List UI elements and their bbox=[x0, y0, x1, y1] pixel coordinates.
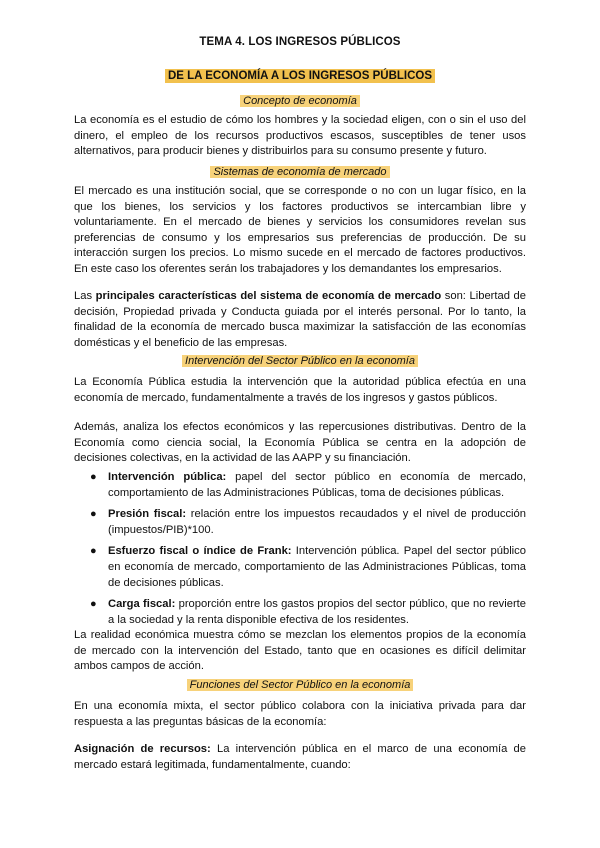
subtitle-funciones bbox=[0, 679, 600, 691]
p3-bold: principales características del sistema de economía de mercado bbox=[95, 290, 442, 302]
bullet-icon: ● bbox=[90, 471, 97, 483]
paragraph-economia-publica: La Economía Pública estudia la intervención que la autoridad pública efectúa en una economía de mercado, fundamentalmente a través de los ingresos y gastos públicos. bbox=[74, 376, 526, 404]
subtitle-sistemas-text: Sistemas de economía de mercado bbox=[210, 166, 389, 178]
bullet-icon: ● bbox=[90, 508, 97, 521]
list-item-text: proporción entre los gastos propios del sector público, que no revierte a la sociedad y la renta disponible efectiva de los residentes. bbox=[108, 598, 526, 626]
paragraph-ademas: Además, analiza los efectos económicos y las repercusiones distributivas. Dentro de la Economía como ciencia social, la Economía Pública se centra en la adopción de decisiones colectivas, en la actividad de las AAPP y su financiación. bbox=[74, 421, 526, 465]
document-title: TEMA 4. LOS INGRESOS PÚBLICOS bbox=[199, 36, 401, 48]
list-item-term: Esfuerzo fiscal o índice de Frank: bbox=[108, 545, 292, 558]
subtitle-intervencion-text: Intervención del Sector Público en la economía bbox=[182, 355, 418, 367]
list-item-text: papel del sector público en economía de mercado, comportamiento de las Administraciones Públicas, toma de decisiones públicas. bbox=[108, 471, 526, 499]
subtitle-concepto-text: Concepto de economía bbox=[240, 95, 360, 107]
paragraph-concepto: La economía es el estudio de cómo los hombres y la sociedad eligen, con o sin el uso del dinero, el empleo de los recursos productivos escasos, susceptibles de tener usos alternativos, para producir bienes y distribuirlos para su consumo presente y futuro. bbox=[74, 114, 526, 158]
list-item bbox=[90, 544, 526, 591]
list-item bbox=[90, 597, 526, 628]
list-item bbox=[90, 470, 526, 501]
subtitle-sistemas bbox=[0, 166, 600, 178]
bullet-icon: ● bbox=[90, 545, 97, 558]
p3-lead: Las bbox=[74, 290, 96, 302]
p8-rest: La intervención pública en el marco de una economía de mercado estará legitimada, fundamentalmente, cuando: bbox=[74, 743, 526, 771]
list-item-text: Intervención pública. Papel del sector público en economía de mercado, comportamiento de las Administraciones Públicas, toma de decisiones públicas. bbox=[108, 545, 526, 589]
paragraph-mercado: El mercado es una institución social, que se corresponde o no con un lugar físico, en la que los bienes, los servicios y los factores productivos se intercambian libre y voluntariamente. En el mercado de bienes y servicios los consumidores revelan sus preferencias de consumo y los empresarios sus preferencias de producción. De su interacción surgen los precios. Lo mismo sucede en el mercado de factores productivos. En este caso los oferentes serán los trabajadores y los demandantes los empresarios. bbox=[74, 185, 526, 275]
section-title bbox=[0, 70, 600, 82]
subtitle-concepto bbox=[0, 95, 600, 107]
paragraph-caracteristicas bbox=[74, 289, 526, 351]
p3-rest: son: Libertad de decisión, Propiedad privada y Conducta guiada por el interés personal. Por lo tanto, la finalidad de la economía de mercado busca maximizar la satisfacción de las economías domésticas y el beneficio de las empresas. bbox=[74, 290, 526, 349]
p8-bold: Asignación de recursos: bbox=[74, 743, 211, 755]
paragraph-economia-mixta: En una economía mixta, el sector público colabora con la iniciativa privada para dar respuesta a las preguntas básicas de la economía: bbox=[74, 700, 526, 728]
list-item-term: Presión fiscal: bbox=[108, 508, 187, 521]
bullet-icon: ● bbox=[90, 598, 97, 611]
list-item-term: Carga fiscal: bbox=[108, 598, 176, 611]
section-title-text: DE LA ECONOMÍA A LOS INGRESOS PÚBLICOS bbox=[165, 69, 435, 83]
concepts-list bbox=[90, 470, 526, 628]
list-item-text: relación entre los impuestos recaudados y el nivel de producción (impuestos/PIB)*100. bbox=[108, 508, 526, 536]
subtitle-intervencion bbox=[0, 355, 600, 367]
list-item bbox=[90, 507, 526, 538]
paragraph-realidad: La realidad económica muestra cómo se mezclan los elementos propios de la economía de mercado con la intervención del Estado, tanto que en ocasiones es difícil delimitar ambos campos de acción. bbox=[74, 629, 526, 673]
subtitle-funciones-text: Funciones del Sector Público en la economía bbox=[187, 679, 414, 691]
list-item-term: Intervención pública: bbox=[108, 471, 227, 483]
paragraph-asignacion bbox=[74, 742, 526, 773]
